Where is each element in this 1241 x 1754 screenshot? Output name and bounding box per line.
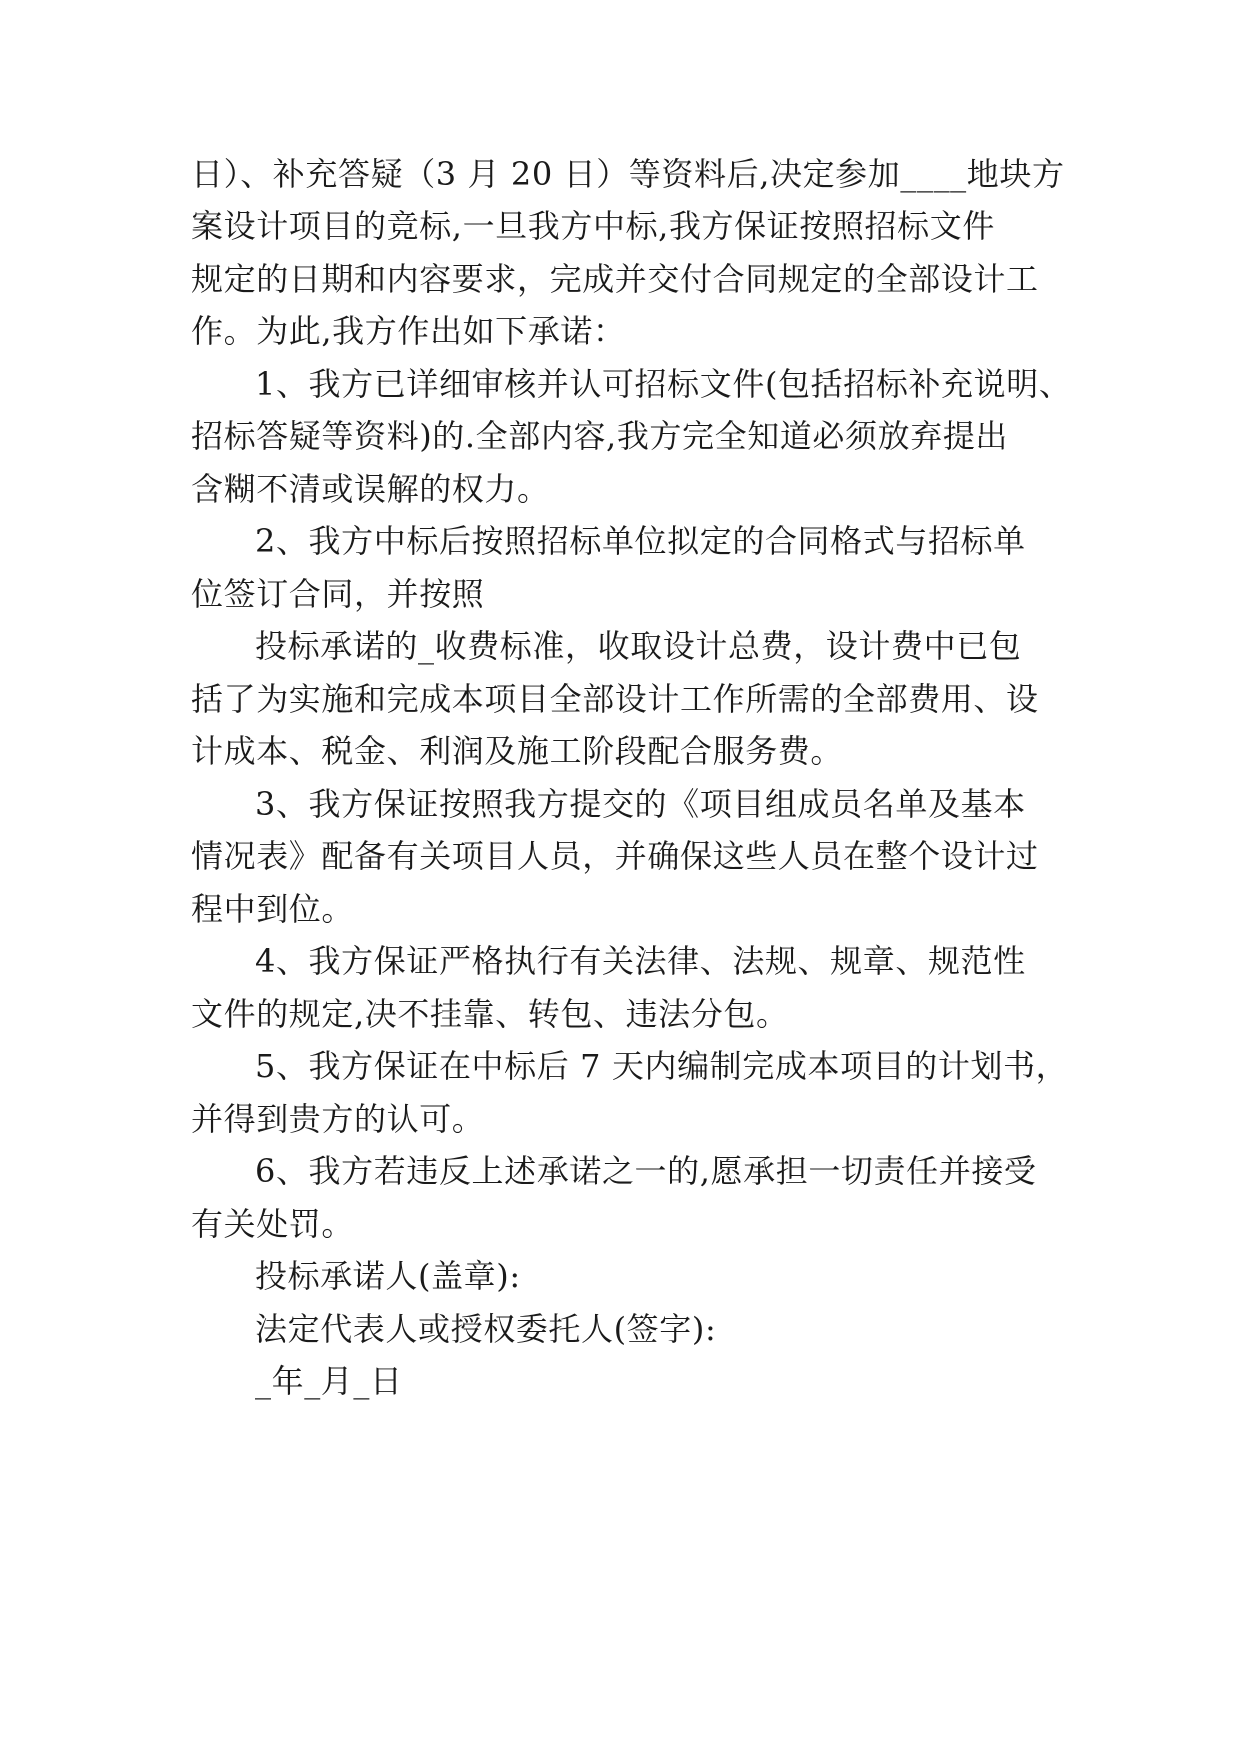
commitment-6-line-2: 有关处罚。 bbox=[191, 1205, 355, 1243]
commitment-1-line-2: 招标答疑等资料)的.全部内容,我方完全知道必须放弃提出 bbox=[191, 417, 1009, 455]
commitment-1-line-3: 含糊不清或误解的权力。 bbox=[191, 470, 550, 508]
paragraph-intro-line-3: 规定的日期和内容要求，完成并交付合同规定的全部设计工 bbox=[191, 260, 1039, 298]
commitment-3-line-3: 程中到位。 bbox=[191, 890, 355, 928]
commitment-5-line-2: 并得到贵方的认可。 bbox=[191, 1100, 485, 1138]
signature-representative-line: 法定代表人或授权委托人(签字): bbox=[255, 1310, 717, 1348]
commitment-1-line-1: 1、我方已详细审核并认可招标文件(包括招标补充说明、 bbox=[255, 365, 1072, 403]
commitment-6-line-1: 6、我方若违反上述承诺之一的,愿承担一切责任并接受 bbox=[255, 1152, 1037, 1190]
paragraph-intro-line-1: 日）、补充答疑（3 月 20 日）等资料后,决定参加____地块方 bbox=[191, 155, 1065, 193]
commitment-2b-line-1: 投标承诺的_收费标准，收取设计总费，设计费中已包 bbox=[255, 627, 1022, 665]
commitment-2-line-2: 位签订合同，并按照 bbox=[191, 575, 485, 613]
commitment-3-line-2: 情况表》配备有关项目人员，并确保这些人员在整个设计过 bbox=[191, 837, 1039, 875]
commitment-4-line-1: 4、我方保证严格执行有关法律、法规、规章、规范性 bbox=[255, 942, 1026, 980]
signature-date-line: _年_月_日 bbox=[255, 1362, 403, 1400]
commitment-2-line-1: 2、我方中标后按照招标单位拟定的合同格式与招标单 bbox=[255, 522, 1026, 560]
commitment-4-line-2: 文件的规定,决不挂靠、转包、违法分包。 bbox=[191, 995, 789, 1033]
paragraph-intro-line-4: 作。为此,我方作出如下承诺： bbox=[191, 312, 626, 350]
signature-seal-line: 投标承诺人(盖章): bbox=[255, 1257, 521, 1295]
commitment-2b-line-3: 计成本、税金、利润及施工阶段配合服务费。 bbox=[191, 732, 844, 770]
commitment-2b-line-2: 括了为实施和完成本项目全部设计工作所需的全部费用、设 bbox=[191, 680, 1039, 718]
commitment-3-line-1: 3、我方保证按照我方提交的《项目组成员名单及基本 bbox=[255, 785, 1026, 823]
commitment-5-line-1: 5、我方保证在中标后 7 天内编制完成本项目的计划书， bbox=[255, 1047, 1069, 1085]
paragraph-intro-line-2: 案设计项目的竞标,一旦我方中标,我方保证按照招标文件 bbox=[191, 207, 995, 245]
